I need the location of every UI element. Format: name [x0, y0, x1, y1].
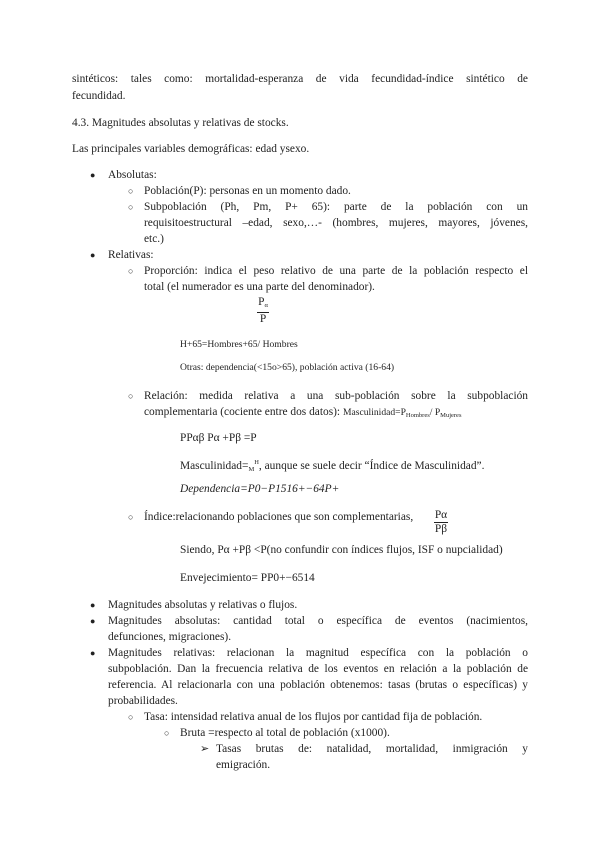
formula-text: PPαβ Pα +Pβ =P: [180, 432, 257, 444]
formula-text: Siendo, Pα +Pβ <P(no confundir con índices flujos, ISF o nupcialidad): [180, 544, 503, 556]
list-item: defunciones, migraciones).: [108, 631, 232, 643]
section-heading: 4.3. Magnitudes absolutas y relativas de stocks.: [72, 117, 289, 129]
formula-text: Otras: dependencia(<15o>65), población activa (16-64): [180, 362, 395, 373]
bullet-circle: ○: [128, 712, 134, 722]
formula-text: Envejecimiento= PP0+−6514: [180, 572, 315, 584]
bullet-arrow: ➢: [200, 743, 210, 755]
list-item: Subpoblación (Ph, Pm, P+ 65): parte de la población con un: [144, 201, 528, 213]
list-item: Magnitudes absolutas y relativas o flujos.: [108, 599, 298, 611]
formula-text: Dependencia=P0−P1516+−64P+: [180, 483, 340, 495]
bullet-circle: ○: [128, 266, 134, 276]
list-item: emigración.: [216, 759, 271, 771]
list-item: Bruta =respecto al total de población (x1000).: [180, 727, 390, 739]
list-item: Población(P): personas en un momento dado.: [144, 185, 351, 197]
bullet-disc: ●: [90, 616, 96, 626]
bullet-disc: ●: [90, 250, 96, 260]
formula-text: $Masculinidad=_M^H$, aunque se suele decir “Índice de Masculinidad”.: [180, 459, 485, 473]
list-item: Magnitudes relativas: relacionan la magnitud específica con la población o: [108, 647, 528, 659]
list-item: Magnitudes absolutas: cantidad total o específica de eventos (nacimientos,: [108, 615, 528, 627]
list-item: Índice:relacionando poblaciones que son complementarias,: [144, 511, 414, 523]
list-item: subpoblación. Dan la frecuencia relativa de los eventos en relación a la población de: [108, 663, 528, 675]
bullet-disc: ●: [90, 600, 96, 610]
bullet-circle: ○: [128, 391, 134, 401]
list-item: Tasas brutas de: natalidad, mortalidad, inmigración y: [216, 743, 528, 755]
list-item: total (el numerador es una parte del denominador).: [144, 281, 375, 293]
list-item: Relativas:: [108, 249, 154, 261]
bullet-circle: ○: [164, 728, 170, 738]
formula-text: H+65=Hombres+65/ Hombres: [180, 339, 298, 350]
list-item: complementaria (cociente entre dos datos): $Masculinidad=P_{Hombres}/$ $P_{Mujeres}$: [144, 406, 462, 419]
intro-text: Las principales variables demográficas: edad ysexo.: [72, 143, 310, 155]
paragraph-line: fecundidad.: [72, 90, 126, 102]
bullet-disc: ●: [90, 170, 96, 180]
list-item: probabilidades.: [108, 695, 178, 707]
bullet-circle: ○: [128, 202, 134, 212]
list-item: Tasa: intensidad relativa anual de los flujos por cantidad fija de población.: [144, 711, 483, 723]
fraction-index: $\frac{P\alpha}{P\beta}$: [434, 509, 448, 535]
list-item: referencia. Al relacionarla con una población obtenemos: tasas (brutas o específicas) y: [108, 679, 528, 691]
list-item: Absolutas:: [108, 169, 157, 181]
bullet-circle: ○: [128, 186, 134, 196]
bullet-circle: ○: [128, 512, 134, 522]
list-item: etc.): [144, 233, 164, 245]
paragraph-line: sintéticos: tales como: mortalidad-esperanza de vida fecundidad-índice sintético de: [72, 73, 528, 85]
list-item: Proporción: indica el peso relativo de una parte de la población respecto el: [144, 265, 528, 277]
bullet-disc: ●: [90, 648, 96, 658]
list-item: requisitoestructural –edad, sexo,…- (hombres, mujeres, mayores, jóvenes,: [144, 217, 528, 229]
fraction-proportion: $\frac{P_\alpha}{P}$: [258, 296, 268, 325]
list-item: Relación: medida relativa a una sub-población sobre la subpoblación: [144, 390, 528, 402]
